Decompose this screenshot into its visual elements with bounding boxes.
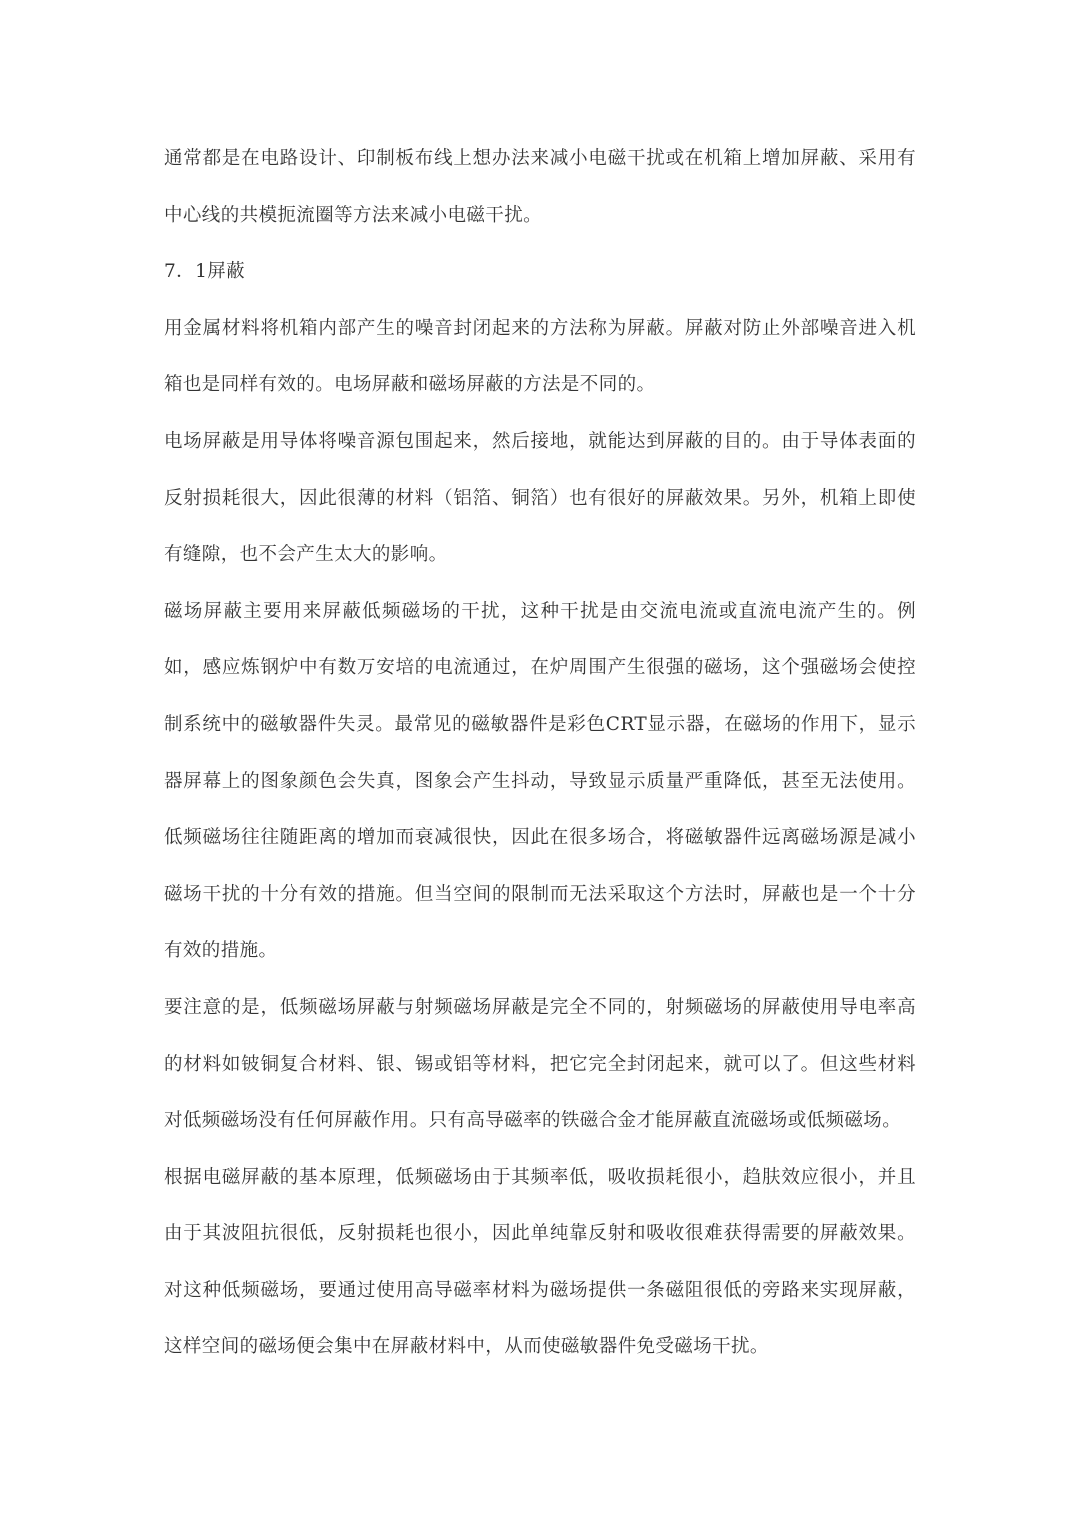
- section-heading-shielding: 7．1屏蔽: [164, 261, 246, 283]
- paragraph-intro: 通常都是在电路设计、印制板布线上想办法来减小电磁干扰或在机箱上增加屏蔽、采用有中心线的共模扼流圈等方法来减小电磁干扰。: [164, 148, 916, 226]
- paragraph-rf-vs-lowfreq: 要注意的是，低频磁场屏蔽与射频磁场屏蔽是完全不同的，射频磁场的屏蔽使用导电率高的材料如铍铜复合材料、银、锡或铝等材料，把它完全封闭起来，就可以了。但这些材料对低频磁场没有任何屏蔽作用。只有高导磁率的铁磁合金才能屏蔽直流磁场或低频磁场。: [164, 996, 916, 1132]
- document-body: [164, 131, 916, 1376]
- paragraph-magnetic-field-shielding: 磁场屏蔽主要用来屏蔽低频磁场的干扰，这种干扰是由交流电流或直流电流产生的。例如，感应炼钢炉中有数万安培的电流通过，在炉周围产生很强的磁场，这个强磁场会使控制系统中的磁敏器件失灵。最常见的磁敏器件是彩色CRT显示器，在磁场的作用下，显示器屏幕上的图象颜色会失真，图象会产生抖动，导致显示质量严重降低，甚至无法使用。低频磁场往往随距离的增加而衰减很快，因此在很多场合，将磁敏器件远离磁场源是减小磁场干扰的十分有效的措施。但当空间的限制而无法采取这个方法时，屏蔽也是一个十分有效的措施。: [164, 600, 916, 962]
- paragraph-shielding-definition: 用金属材料将机箱内部产生的噪音封闭起来的方法称为屏蔽。屏蔽对防止外部噪音进入机箱也是同样有效的。电场屏蔽和磁场屏蔽的方法是不同的。: [164, 317, 916, 396]
- paragraph-electric-field-shielding: 电场屏蔽是用导体将噪音源包围起来，然后接地，就能达到屏蔽的目的。由于导体表面的反射损耗很大，因此很薄的材料（铝箔、铜箔）也有很好的屏蔽效果。另外，机箱上即使有缝隙，也不会产生太大的影响。: [164, 430, 916, 566]
- paragraph-shielding-principle: 根据电磁屏蔽的基本原理，低频磁场由于其频率低，吸收损耗很小，趋肤效应很小，并且由于其波阻抗很低，反射损耗也很小，因此单纯靠反射和吸收很难获得需要的屏蔽效果。对这种低频磁场，要通过使用高导磁率材料为磁场提供一条磁阻很低的旁路来实现屏蔽，这样空间的磁场便会集中在屏蔽材料中，从而使磁敏器件免受磁场干扰。: [164, 1166, 916, 1358]
